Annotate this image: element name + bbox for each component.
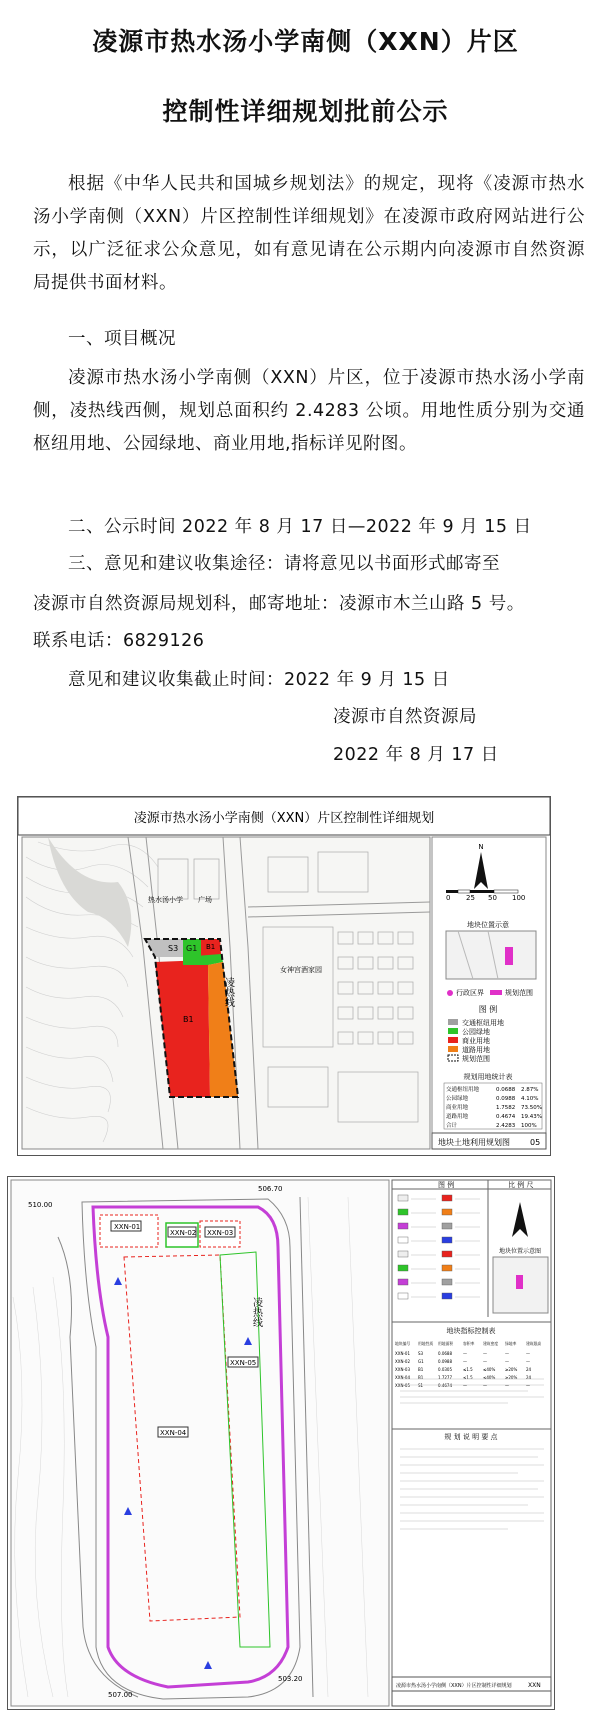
index-cell: ≥20% — [505, 1375, 518, 1380]
index-cell: S3 — [418, 1351, 424, 1356]
index-cell: XXN-01 — [395, 1351, 411, 1356]
legend2-swatch — [398, 1251, 408, 1257]
legend2-swatch — [442, 1293, 452, 1299]
legend-small-0: 行政区界 — [456, 989, 484, 997]
index-cell: — — [463, 1351, 467, 1356]
section3-line1: 三、意见和建议收集途径：请将意见以书面形式邮寄至 — [68, 554, 500, 574]
index-cell: 24 — [526, 1367, 532, 1372]
index-cell: ≤1.5 — [463, 1367, 473, 1372]
index-header-cell: 用地面积 — [438, 1341, 454, 1346]
label-school: 热水汤小学 — [148, 896, 183, 904]
label-road-2: 凌热线 — [250, 1297, 262, 1327]
label-b1-main: B1 — [183, 1015, 194, 1024]
stats-cell-pct: 73.50% — [521, 1105, 542, 1111]
notes-title: 规 划 说 明 要 点 — [444, 1433, 498, 1441]
section2-time: 二、公示时间 2022 年 8 月 17 日—2022 年 9 月 15 日 — [68, 517, 532, 537]
index-cell: — — [526, 1359, 530, 1364]
label-square: 广场 — [198, 896, 212, 904]
index-cell: B1 — [418, 1367, 424, 1372]
deadline: 意见和建议收集截止时间：2022 年 9 月 15 日 — [68, 670, 450, 690]
legend2-swatch — [442, 1265, 452, 1271]
land-use-map-drawing — [18, 797, 550, 1155]
label-g1: G1 — [186, 944, 198, 953]
index-header-cell: 建筑密度 — [483, 1341, 499, 1346]
index-header-cell: 地块编号 — [395, 1341, 411, 1346]
index-control-map — [7, 1176, 555, 1710]
section1-body: 凌源市热水汤小学南侧（XXN）片区，位于凌源市热水汤小学南侧，凌热线西侧，规划总面积约 2.4283 公顷。用地性质分别为交通枢纽用地、公园绿地、商业用地,指标详见附图。 — [33, 368, 585, 454]
stats-cell-pct: 100% — [521, 1123, 537, 1129]
index-header-cell: 用地性质 — [418, 1341, 434, 1346]
index-header-cell: 绿地率 — [505, 1341, 517, 1346]
stats-cell-pct: 2.87% — [521, 1087, 539, 1093]
legend2-swatch — [442, 1279, 452, 1285]
stats-cell-name: 道路用地 — [446, 1114, 469, 1120]
index-cell: 0.4674 — [438, 1383, 452, 1388]
legend2-swatch — [442, 1209, 452, 1215]
index-cell: 0.0988 — [438, 1359, 452, 1364]
stats-cell-name: 商业用地 — [446, 1105, 469, 1111]
index-header-cell: 容积率 — [463, 1341, 475, 1346]
index-cell: — — [505, 1383, 509, 1388]
index-table-title: 地块指标控制表 — [446, 1327, 496, 1335]
svg-text:XXN-03: XXN-03 — [207, 1229, 234, 1237]
svg-text:25: 25 — [466, 894, 475, 902]
legend2-swatch — [398, 1195, 408, 1201]
legend2-swatch — [398, 1265, 408, 1271]
index-cell: — — [483, 1351, 487, 1356]
index-cell: 0.0305 — [438, 1367, 452, 1372]
legend-item-1: 公园绿地 — [462, 1028, 490, 1036]
index-cell: XXN-04 — [395, 1375, 411, 1380]
location-inset — [446, 931, 536, 979]
label-s3: S3 — [168, 944, 179, 953]
legend-item-0: 交通枢纽用地 — [462, 1019, 504, 1027]
svg-text:100: 100 — [512, 894, 526, 902]
intro-paragraph: 根据《中华人民共和国城乡规划法》的规定，现将《凌源市热水汤小学南侧（XXN）片区控制性详细规划》在凌源市政府网站进行公示，以广泛征求公众意见，如有意见请在公示期内向凌源市自然资源局提供书面材料。 — [33, 174, 585, 293]
svg-text:507.00: 507.00 — [108, 1691, 133, 1699]
label-b1-small: B1 — [206, 943, 216, 951]
legend2-swatch — [398, 1209, 408, 1215]
stats-cell-pct: 19.43% — [521, 1114, 542, 1120]
index-cell: B1 — [418, 1375, 424, 1380]
index-cell: — — [463, 1383, 467, 1388]
legend2-swatch — [398, 1279, 408, 1285]
stats-cell-area: 0.0988 — [496, 1096, 516, 1102]
stats-cell-area: 2.4283 — [496, 1123, 516, 1129]
map2-footer-code: XXN — [528, 1682, 541, 1689]
legend-title: 图 例 — [478, 1005, 498, 1014]
index-cell: XXN-03 — [395, 1367, 411, 1372]
land-use-map-title: 凌源市热水汤小学南侧（XXN）片区控制性详细规划 — [133, 811, 435, 826]
index-cell: XXN-05 — [395, 1383, 411, 1388]
notice-title-line2: 控制性详细规划批前公示 — [162, 97, 449, 126]
index-header-cell: 建筑限高 — [526, 1341, 542, 1346]
legend2-title: 图 例 — [438, 1181, 455, 1189]
legend2-swatch — [398, 1237, 408, 1243]
legend2-swatch — [442, 1195, 452, 1201]
map-footer-title: 地块土地利用规划图 — [438, 1138, 510, 1147]
index-cell: — — [526, 1351, 530, 1356]
legend2-swatch — [398, 1223, 408, 1229]
stats-cell-area: 1.7582 — [496, 1105, 516, 1111]
stats-cell-area: 0.0688 — [496, 1087, 516, 1093]
notice-title-line1: 凌源市热水汤小学南侧（XXN）片区 — [92, 27, 519, 56]
svg-text:50: 50 — [488, 894, 497, 902]
legend-item-4: 规划范围 — [462, 1055, 490, 1063]
location2-title: 地块位置示意图 — [498, 1248, 542, 1255]
map2-footer-title: 凌源市热水汤小学南侧（XXN）片区控制性详细规划 — [396, 1683, 512, 1689]
legend-item-3: 道路用地 — [462, 1046, 490, 1054]
svg-text:XXN-04: XXN-04 — [160, 1429, 187, 1437]
signer: 凌源市自然资源局 — [333, 707, 477, 727]
location-inset-title: 地块位置示意 — [467, 921, 509, 929]
svg-text:510.00: 510.00 — [28, 1201, 53, 1209]
stats-cell-name: 交通枢纽用地 — [446, 1087, 480, 1093]
index-cell: ≤40% — [483, 1375, 496, 1380]
svg-text:XXN-01: XXN-01 — [114, 1223, 141, 1231]
stats-cell-name: 合计 — [446, 1123, 458, 1129]
legend2-swatch — [442, 1223, 452, 1229]
index-cell: — — [483, 1359, 487, 1364]
contact-phone: 联系电话：6829126 — [33, 631, 205, 651]
svg-text:506.70: 506.70 — [258, 1185, 283, 1193]
section1-heading: 一、项目概况 — [68, 329, 176, 349]
svg-text:XXN-05: XXN-05 — [230, 1359, 257, 1367]
index-cell: ≤40% — [483, 1367, 496, 1372]
index-cell: 1.7277 — [438, 1375, 452, 1380]
label-hotel: 女神宫酒家园 — [280, 966, 322, 974]
stats-title: 规划用地统计表 — [463, 1073, 513, 1081]
index-cell: G1 — [418, 1359, 424, 1364]
index-cell: ≤1.5 — [463, 1375, 473, 1380]
index-cell: XXN-02 — [395, 1359, 411, 1364]
svg-text:N: N — [478, 843, 484, 851]
svg-text:503.20: 503.20 — [278, 1675, 303, 1683]
label-road: 凌热线 — [222, 977, 234, 1007]
index-cell: — — [505, 1359, 509, 1364]
legend2-swatch — [398, 1293, 408, 1299]
land-use-map — [17, 796, 551, 1156]
scale2-title: 比 例 尺 — [508, 1181, 534, 1189]
index-cell: 0.0688 — [438, 1351, 452, 1356]
svg-text:0: 0 — [446, 894, 451, 902]
legend-item-2: 商业用地 — [462, 1037, 490, 1045]
stats-cell-pct: 4.10% — [521, 1096, 539, 1102]
section3-line2: 凌源市自然资源局规划科，邮寄地址：凌源市木兰山路 5 号。 — [33, 594, 525, 614]
index-cell: — — [526, 1383, 530, 1388]
stats-cell-name: 公园绿地 — [446, 1096, 469, 1102]
legend2-swatch — [442, 1251, 452, 1257]
index-cell: 24 — [526, 1375, 532, 1380]
legend2-swatch — [442, 1237, 452, 1243]
svg-text:XXN-02: XXN-02 — [170, 1229, 197, 1237]
index-cell: S1 — [418, 1383, 424, 1388]
stats-cell-area: 0.4674 — [496, 1114, 516, 1120]
signed-date: 2022 年 8 月 17 日 — [333, 745, 499, 765]
index-cell: ≥20% — [505, 1367, 518, 1372]
index-control-map-drawing — [8, 1177, 554, 1709]
index-cell: — — [463, 1359, 467, 1364]
map-footer-number: 05 — [530, 1138, 541, 1147]
legend-small-1: 规划范围 — [505, 989, 533, 997]
index-cell: — — [483, 1383, 487, 1388]
index-cell: — — [505, 1351, 509, 1356]
